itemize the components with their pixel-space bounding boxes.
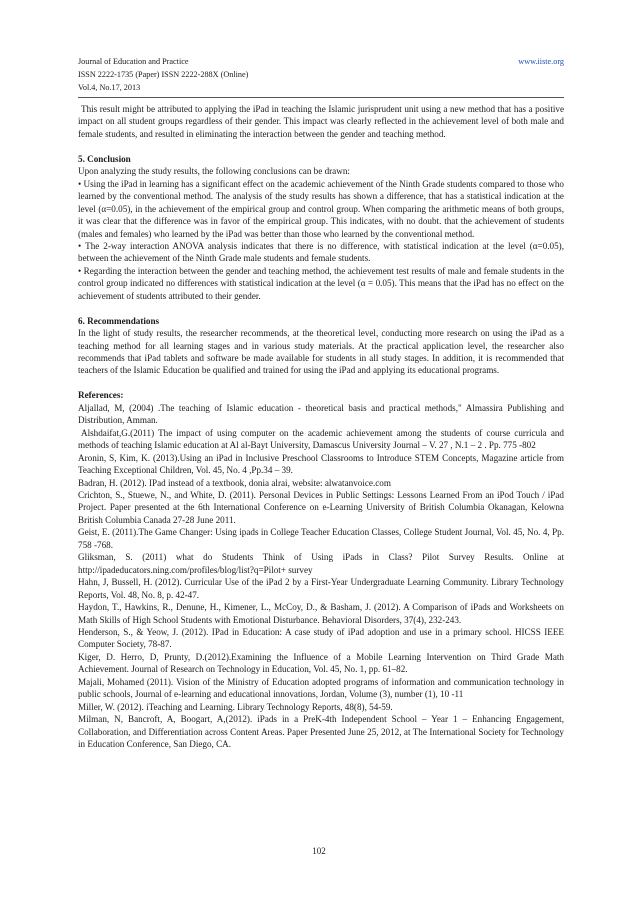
reference-item: Miller, W. (2012). iTeaching and Learning. Library Technology Reports, 48(8), 54-59. <box>78 701 393 712</box>
running-header <box>78 55 564 94</box>
reference-item: Alshdaifat,G.(2011) The impact of using computer on the academic achievement among the students of course curricula and methods of teaching Islamic education at Al al-Bayt University, Damascus University Journal – V. 27 , N.1 – 2 . Pp. 775 -802 <box>78 427 564 451</box>
recommendations-paragraph: In the light of study results, the researcher recommends, at the theoretical level, conducting more research on using the iPad as a teaching method for all learning stages and in various study materials. At the practical application level, the researcher also recommends that iPad tablets and software be made available for students in all study stages. In addition, it is recommended that teachers of the Islamic Education be qualified and trained for using the iPad and applying its educational programs. <box>78 328 564 376</box>
conclusion-bullet: • Using the iPad in learning has a significant effect on the academic achievement of the Ninth Grade students compared to those who learned by the conventional method. The analysis of the study results has shown a difference, that has a statistical indication at the level (α=0.05), in the achievement of the empirical group and control group. When comparing the arithmetic means of both groups, it was clear that the difference was in favor of the empirical group. This indicates, with no doubt. that the achievement of students (males and females) who learned by the iPad was better than those who learned by the conventional method. <box>78 178 564 240</box>
recommendations-heading: 6. Recommendations <box>78 315 160 326</box>
issn-line: ISSN 2222-1735 (Paper) ISSN 2222-288X (Online) <box>78 70 249 79</box>
reference-item: Aronin, S, Kim, K. (2013).Using an iPad in Inclusive Preschool Classrooms to Introduce STEM Concepts, Magazine article from Teaching Exceptional Children, Vol. 45, No. 4 ,Pp.34 – 39. <box>78 452 564 476</box>
reference-item: Kiger, D. Herro, D, Prunty, D.(2012).Examining the Influence of a Mobile Learning Intervention on Third Grade Math Achievement. Journal of Research on Technology in Education, Vol. 45, No. 1, pp. 61–82. <box>78 651 564 675</box>
reference-item: Milman, N, Bancroft, A, Boogart, A,(2012). iPads in a PreK-4th Independent School – Year 1 – Enhancing Engagement, Collaboration, and Differentiation across Content Areas. Paper Presented June 25, 2012, at The International Society for Technology in Education Conference, San Diego, CA. <box>78 714 564 750</box>
reference-item: Hahn, J, Bussell, H. (2012). Curricular Use of the iPad 2 by a First-Year Undergraduate Learning Community. Library Technology Reports, Vol. 48, No. 8, p. 42-47. <box>78 577 564 600</box>
reference-item: Badran, H. (2012). IPad instead of a textbook, donia alrai, website: alwatanvoice.com <box>78 477 391 488</box>
page-number: 102 <box>312 846 326 856</box>
conclusion-bullet: • The 2-way interaction ANOVA analysis indicates that there is no difference, with statistical indication at the level (α=0.05), between the achievement of the Ninth Grade male students and female students. <box>78 240 564 265</box>
journal-name: Journal of Education and Practice <box>78 57 189 66</box>
intro-paragraph: This result might be attributed to applying the iPad in teaching the Islamic jurisprudent unit using a new method that has a positive impact on all student groups regardless of their gender. This impact was clearly reflected in the achievement level of both male and female students, and resulted in eliminating the interaction between the gender and teaching method. <box>78 104 564 139</box>
reference-item: Aljallad, M, (2004) .The teaching of Islamic education - theoretical basis and practical methods," Almassira Publishing and Distribution, Amman. <box>78 402 564 426</box>
reference-item: Henderson, S., & Yeow, J. (2012). IPad in Education: A case study of iPad adoption and use in a primary school. HICSS IEEE Computer Society, 78-87. <box>78 626 564 650</box>
journal-url-link[interactable]: www.iiste.org <box>518 57 564 66</box>
reference-item: Gliksman, S. (2011) what do Students Think of Using iPads in Class? Pilot Survey Results. Online at http://ipadeducators.ning.com/profiles/blog/list?q=Pilot+ survey <box>78 552 564 575</box>
volume-line: Vol.4, No.17, 2013 <box>78 83 141 92</box>
conclusion-heading: 5. Conclusion <box>78 153 131 164</box>
reference-item: Majali, Mohamed (2011). Vision of the Ministry of Education adopted programs of information and communication technology in public schools, Journal of e-learning and educational innovations, Jordan, Volume (3), number (1), 10 -11 <box>78 676 564 700</box>
references-heading: References: <box>78 390 124 401</box>
conclusion-bullet: • Regarding the interaction between the gender and teaching method, the achievement test results of male and female students in the control group indicated no differences with statistical indication at the level (α = 0.05). This means that the iPad has no effect on the achievement of students attributed to their gender. <box>78 265 564 302</box>
header-divider <box>78 97 564 98</box>
reference-item: Crichton, S., Stuewe, N., and White, D. (2011). Personal Devices in Public Settings: Lessons Learned From an iPod Touch / iPad Project. Paper presented at the 6th International Conference on e-Learning University of British Columbia Okanagan, Kelowna British Columbia Canada 27-28 June 2011. <box>78 490 564 525</box>
reference-item: Geist, E. (2011).The Game Changer: Using ipads in College Teacher Education Classes, College Student Journal, Vol. 45, No. 4, Pp. 758 -768. <box>78 527 564 550</box>
conclusion-lead: Upon analyzing the study results, the following conclusions can be drawn: <box>78 166 350 177</box>
article-body <box>78 103 564 751</box>
reference-item: Haydon, T., Hawkins, R., Denune, H., Kimener, L., McCoy, D., & Basham, J. (2012). A Comparison of iPads and Worksheets on Math Skills of High School Students with Emotional Disturbance. Behavioral Disorders, 37(4), 232-243. <box>78 602 564 625</box>
